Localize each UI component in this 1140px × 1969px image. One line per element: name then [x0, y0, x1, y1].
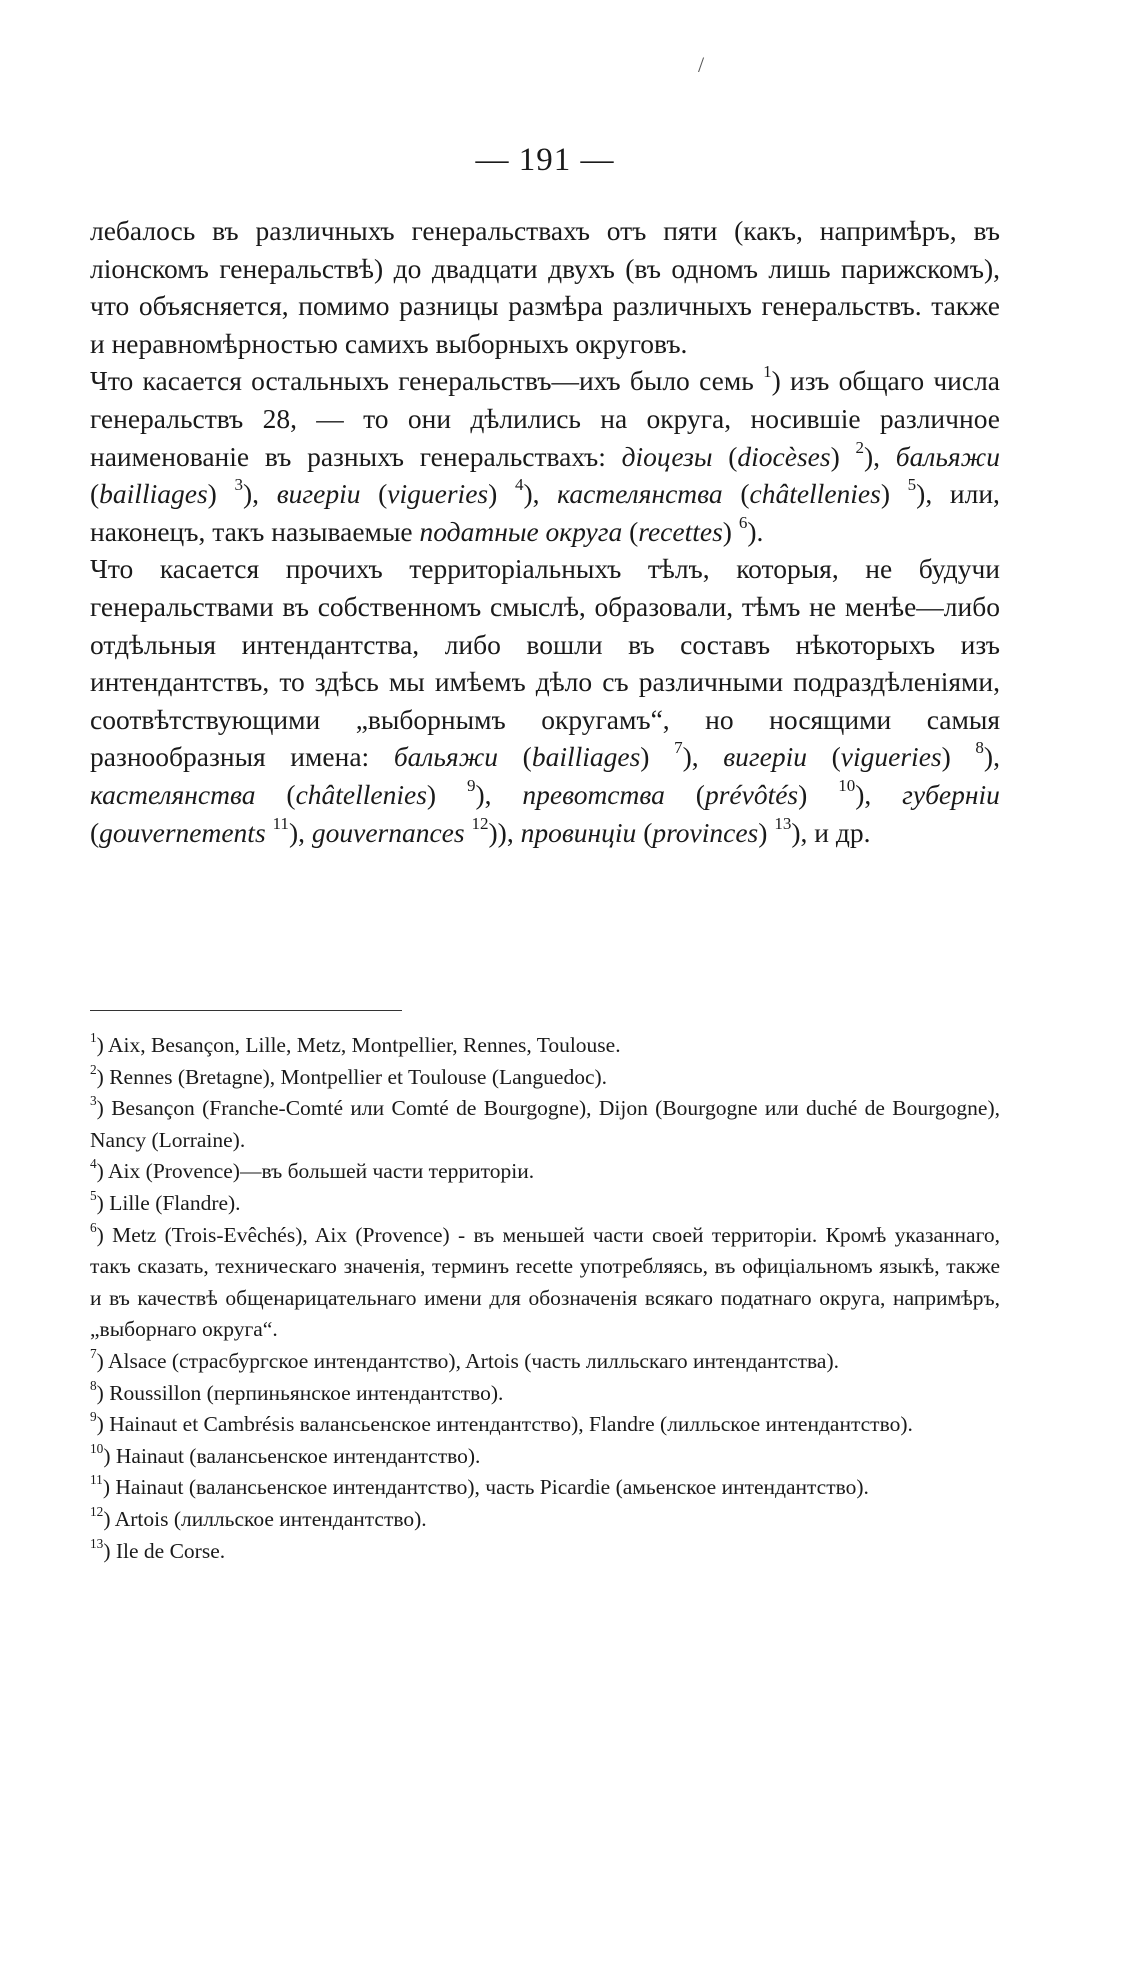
footnote-number: 10 — [90, 1440, 104, 1456]
footnote-number: 11 — [90, 1472, 103, 1488]
text-run: ), — [855, 778, 903, 810]
footnote-number: 1 — [90, 1030, 97, 1046]
text-run: ( — [255, 778, 296, 810]
text-run: ), — [983, 741, 1000, 773]
footnote-13: $^{13}$) Ile de Corse. — [90, 1535, 226, 1563]
italic-term: gouvernements — [99, 816, 266, 848]
footnote-1: $^1$) Aix, Besançon, Lille, Metz, Montpellier, Rennes, Toulouse. — [90, 1030, 621, 1057]
footnote-text: Hainaut (валансьенское интендантство), часть Picardie (амьенское интендантство). — [115, 1475, 869, 1500]
footnote-separator — [90, 1010, 402, 1011]
italic-term: châtellenies — [749, 478, 881, 510]
footnote-ref[interactable]: 12 — [471, 813, 489, 833]
text-run: ( — [712, 440, 738, 472]
footnote-ref[interactable]: 8 — [975, 738, 984, 758]
italic-term: recettes — [638, 515, 723, 547]
text-run: ( — [807, 741, 841, 773]
text-run: ) изъ общаго числа генеральствъ 28, — то они дѣлились на округа, носившіе различное наименованіе въ разныхъ генеральствахъ: — [90, 365, 1001, 472]
italic-term: превотства — [522, 778, 665, 810]
text-run: ( — [90, 816, 100, 848]
footnote-text: Aix (Provence)—въ большей части территоріи. — [108, 1159, 535, 1184]
page-number: — 191 — — [475, 142, 615, 178]
footnote-3: $^3$) Besançon (Franche-Comté или Comté de Bourgogne), Dijon (Bourgogne или duché de Bourgogne), Nancy (Lorraine). — [90, 1093, 1000, 1152]
italic-term: diocèses — [737, 440, 831, 472]
text-run: ( — [498, 741, 532, 773]
footnote-number: 6 — [90, 1219, 97, 1235]
paragraph-1: лебалось въ различныхъ генеральствахъ отъ пяти (какъ, напримѣръ, въ ліонскомъ генеральствѣ) до двадцати двухъ (въ одномъ лишь парижскомъ), что объясняется, помимо разницы размѣра различныхъ генеральствъ. также и неравномѣрностью самихъ выборныхъ округовъ. — [90, 215, 1000, 359]
footnote-6: $^6$) Metz (Trois-Evêchés), Aix (Provence) - въ меньшей части своей территоріи. Кромѣ указаннаго, такъ сказать, техническаго значенія, терминъ recette употребляясь, въ офиціальномъ языкѣ, также и въ качествѣ общенарицательнаго имени для обозначенія всякаго податнаго округа, напримѣръ, „выборнаго округа“. — [90, 1219, 1000, 1342]
stray-mark: / — [698, 52, 705, 77]
text-run: ), или, наконецъ, такъ называемые — [90, 478, 1000, 547]
footnote-number: 5 — [90, 1187, 97, 1203]
footnote-ref[interactable]: 1 — [763, 362, 772, 382]
italic-term: податные округа — [419, 515, 623, 547]
text-run: ). — [747, 515, 764, 547]
text-run: Что касается прочихъ территоріальныхъ тѣлъ, которыя, не будучи генеральствами въ собственномъ смыслѣ, образовали, тѣмъ не менѣе—либо отдѣльныя интендантства, либо вошли въ составъ нѣкоторыхъ изъ интендантствъ, то здѣсь мы имѣемъ дѣло съ различными подраздѣленіями, соотвѣтствующими „выборнымъ округамъ“, но носящими самыя разнообразныя имена: — [90, 553, 1000, 773]
footnote-5: $^5$) Lille (Flandre). — [90, 1187, 241, 1215]
footnote-text: Lille (Flandre). — [109, 1190, 241, 1215]
footnote-text: Hainaut et Cambrésis валансьенское интендантство), Flandre (лилльское интендантство). — [109, 1412, 913, 1437]
text-run: ( — [664, 778, 705, 810]
footnote-number: 8 — [90, 1377, 97, 1393]
text-run: ( — [360, 478, 388, 510]
footnote-8: $^8$) Roussillon (перпиньянское интендантство). — [90, 1377, 504, 1405]
italic-term: діоцезы — [621, 440, 713, 472]
footnote-ref[interactable]: 2 — [855, 437, 864, 457]
footnote-2: $^2$) Rennes (Bretagne), Montpellier et Toulouse (Languedoc). — [90, 1061, 608, 1089]
italic-term: кастелянства — [90, 778, 256, 810]
italic-term: gouvernances — [311, 816, 465, 848]
footnote-number: 4 — [90, 1156, 97, 1172]
footnote-10: $^{10}$) Hainaut (валансьенское интендантство). — [90, 1440, 481, 1468]
footnote-text: Rennes (Bretagne), Montpellier et Toulouse (Languedoc). — [109, 1064, 608, 1089]
text-run: ), — [475, 778, 523, 810]
footnote-number: 13 — [90, 1535, 104, 1551]
footnote-text: Alsace (страсбургское интендантство), Artois (часть лилльскаго интендантства). — [108, 1348, 839, 1373]
footnote-11: $^{11}$) Hainaut (валансьенское интендантство), часть Picardie (амьенское интендантство). — [90, 1472, 869, 1500]
footnote-text: Aix, Besançon, Lille, Metz, Montpellier, Rennes, Toulouse. — [108, 1033, 621, 1057]
footnote-ref[interactable]: 7 — [674, 738, 683, 758]
italic-term: бальяжи — [895, 440, 1000, 472]
footnote-text: Hainaut (валансьенское интендантство). — [115, 1443, 481, 1468]
text-run: ), — [288, 816, 312, 848]
footnote-text: Ile de Corse. — [115, 1538, 226, 1563]
italic-term: bailliages — [531, 741, 641, 773]
italic-term: бальяжи — [393, 741, 499, 773]
italic-term: provinces — [652, 816, 759, 848]
text-run: )), — [488, 816, 521, 848]
text-run: ), — [243, 478, 277, 510]
text-run: ( — [622, 515, 639, 547]
footnote-ref[interactable]: 9 — [466, 776, 476, 796]
footnote-text: Besançon (Franche-Comté или Comté de Bourgogne), Dijon (Bourgogne или duché de Bourgogne), Nancy (Lorraine). — [90, 1096, 1000, 1152]
footnote-number: 7 — [90, 1345, 97, 1361]
footnote-ref[interactable]: 5 — [907, 475, 917, 495]
italic-term: châtellenies — [295, 778, 427, 810]
footnote-text: Roussillon (перпиньянское интендантство). — [109, 1380, 504, 1405]
footnote-ref[interactable]: 13 — [774, 813, 792, 833]
text-run: ), — [864, 440, 896, 472]
footnote-4: $^4$) Aix (Provence)—въ большей части территоріи. — [90, 1156, 535, 1184]
text-run: Что касается остальныхъ генеральствъ—ихъ было семь — [90, 365, 754, 397]
footnotes — [90, 1030, 1000, 1567]
footnote-text: Artois (лилльское интендантство). — [114, 1506, 427, 1531]
footnote-ref[interactable]: 11 — [272, 813, 289, 833]
main-text — [90, 212, 1000, 851]
italic-term: кастелянства — [557, 478, 723, 510]
italic-term: вигеріи — [723, 741, 808, 773]
text-run: ), — [682, 741, 724, 773]
footnote-7: $^7$) Alsace (страсбургское интендантство), Artois (часть лилльскаго интендантства). — [90, 1345, 839, 1373]
text-run: ( — [90, 478, 100, 510]
footnote-ref[interactable]: 6 — [738, 512, 748, 532]
italic-term: губерніи — [902, 778, 1000, 810]
italic-term: вигеріи — [276, 478, 361, 510]
italic-term: vigueries — [387, 478, 489, 510]
footnote-number: 9 — [90, 1409, 97, 1425]
footnote-9: $^9$) Hainaut et Cambrésis валансьенское интендантство), Flandre (лилльское интендантство). — [90, 1409, 913, 1437]
footnote-12: $^{12}$) Artois (лилльское интендантство). — [90, 1503, 427, 1531]
footnote-number: 3 — [90, 1093, 97, 1109]
footnote-text: Metz (Trois-Evêchés), Aix (Provence) - въ меньшей части своей территоріи. Кромѣ указаннаго, такъ сказать, техническаго значенія, терминъ recette употребляясь, въ офиціальномъ языкѣ, также и въ качествѣ общенарицательнаго имени для обозначенія всякаго податнаго округа, напримѣръ, „выборнаго округа“. — [90, 1222, 1000, 1342]
text-run: ( — [636, 816, 653, 848]
italic-term: prévôtés — [704, 778, 799, 810]
paragraph-2: Что касается остальныхъ генеральствъ—ихъ было семь $^1$) изъ общаго числа генеральствъ 28, — то они дѣлились на округа, носившіе различное наименованіе въ разныхъ генеральствахъ: діоцезы (diocèses) $^2$), бальяжи (bailliages) $^3$), вигеріи (vigueries) $^4$), кастелянства (châtellenies) $^5$), или, наконецъ, такъ называемые податные округа (recettes) $^6$). — [90, 362, 1001, 547]
text-run: ), и др. — [791, 816, 871, 848]
text-run: ), — [523, 478, 558, 510]
italic-term: vigueries — [840, 741, 942, 773]
italic-term: провинціи — [520, 816, 637, 848]
text-run: ( — [722, 478, 750, 510]
footnote-number: 2 — [90, 1061, 97, 1077]
footnote-ref[interactable]: 4 — [514, 475, 524, 495]
paragraph-3: Что касается прочихъ территоріальныхъ тѣлъ, которыя, не будучи генеральствами въ собственномъ смыслѣ, образовали, тѣмъ не менѣе—либо отдѣльныя интендантства, либо вошли въ составъ нѣкоторыхъ изъ интендантствъ, то здѣсь мы имѣемъ дѣло съ различными подраздѣленіями, соотвѣтствующими „выборнымъ округамъ“, но носящими самыя разнообразныя имена: бальяжи (bailliages) $^7$), вигеріи (vigueries) $^8$), кастелянства (châtellenies) $^9$), превотства (prévôtés) $^{10}$), губерніи (gouvernements $^{11}$), gouvernances $^{12}$)), провинціи (provinces) $^{13}$), и др. — [90, 553, 1000, 848]
italic-term: bailliages — [99, 478, 208, 510]
footnote-number: 12 — [90, 1503, 104, 1519]
footnote-ref[interactable]: 10 — [838, 776, 856, 796]
footnote-ref[interactable]: 3 — [234, 475, 243, 495]
